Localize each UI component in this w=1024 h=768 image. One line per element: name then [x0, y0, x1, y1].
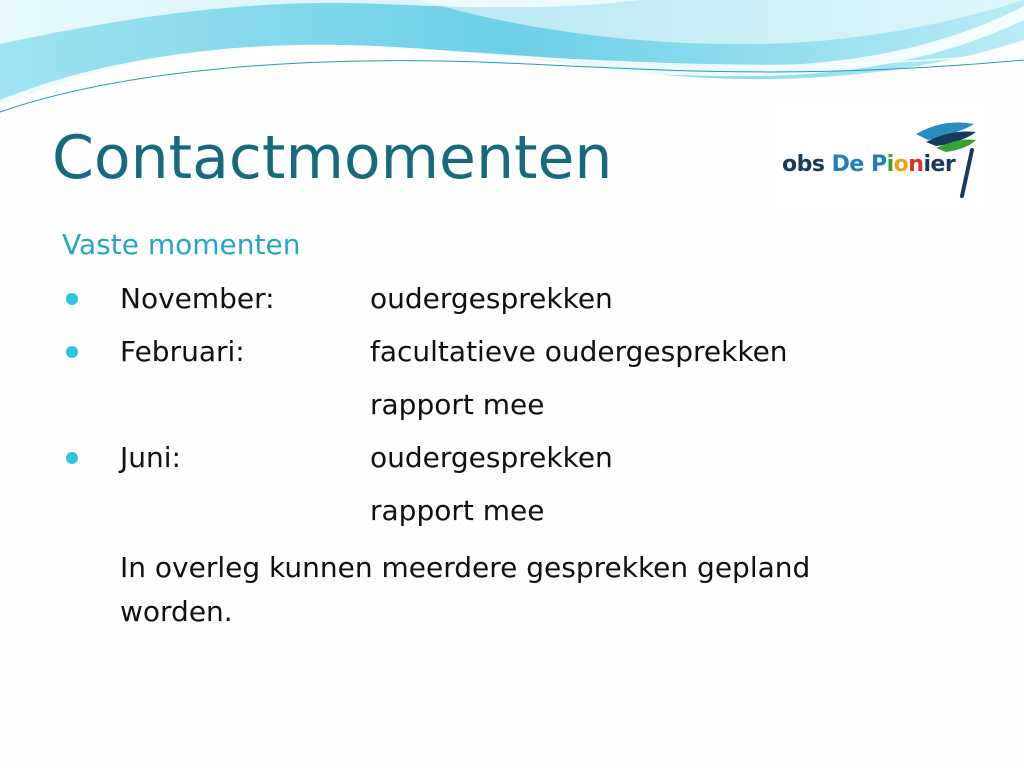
list-item	[0, 388, 1024, 428]
item-value: oudergesprekken	[370, 441, 613, 474]
item-value: facultatieve oudergesprekken	[370, 335, 788, 368]
item-value: rapport mee	[370, 494, 545, 527]
list-item	[0, 441, 1024, 481]
logo-text-p: P	[870, 152, 887, 177]
list-item	[0, 494, 1024, 534]
item-label: Februari:	[120, 335, 245, 368]
item-label: Juni:	[120, 441, 181, 474]
list-item	[0, 335, 1024, 375]
logo-text-obs: obs	[782, 152, 832, 177]
logo-text-de: De	[831, 152, 871, 177]
logo-text-n: n	[908, 152, 924, 177]
bullet-icon	[66, 293, 78, 305]
logo-text-i: i	[886, 152, 894, 177]
item-value: oudergesprekken	[370, 282, 613, 315]
bullet-icon	[66, 452, 78, 464]
logo-text-o: o	[893, 152, 909, 177]
bullet-icon	[66, 346, 78, 358]
item-label: November:	[120, 282, 275, 315]
logo-text-ier: ier	[923, 152, 956, 177]
closing-note: In overleg kunnen meerdere gesprekken gepland worden.	[120, 551, 811, 628]
subheading: Vaste momenten	[62, 228, 301, 261]
item-value: rapport mee	[370, 388, 545, 421]
slide-title: Contactmomenten	[52, 123, 613, 193]
list-item	[0, 282, 1024, 322]
